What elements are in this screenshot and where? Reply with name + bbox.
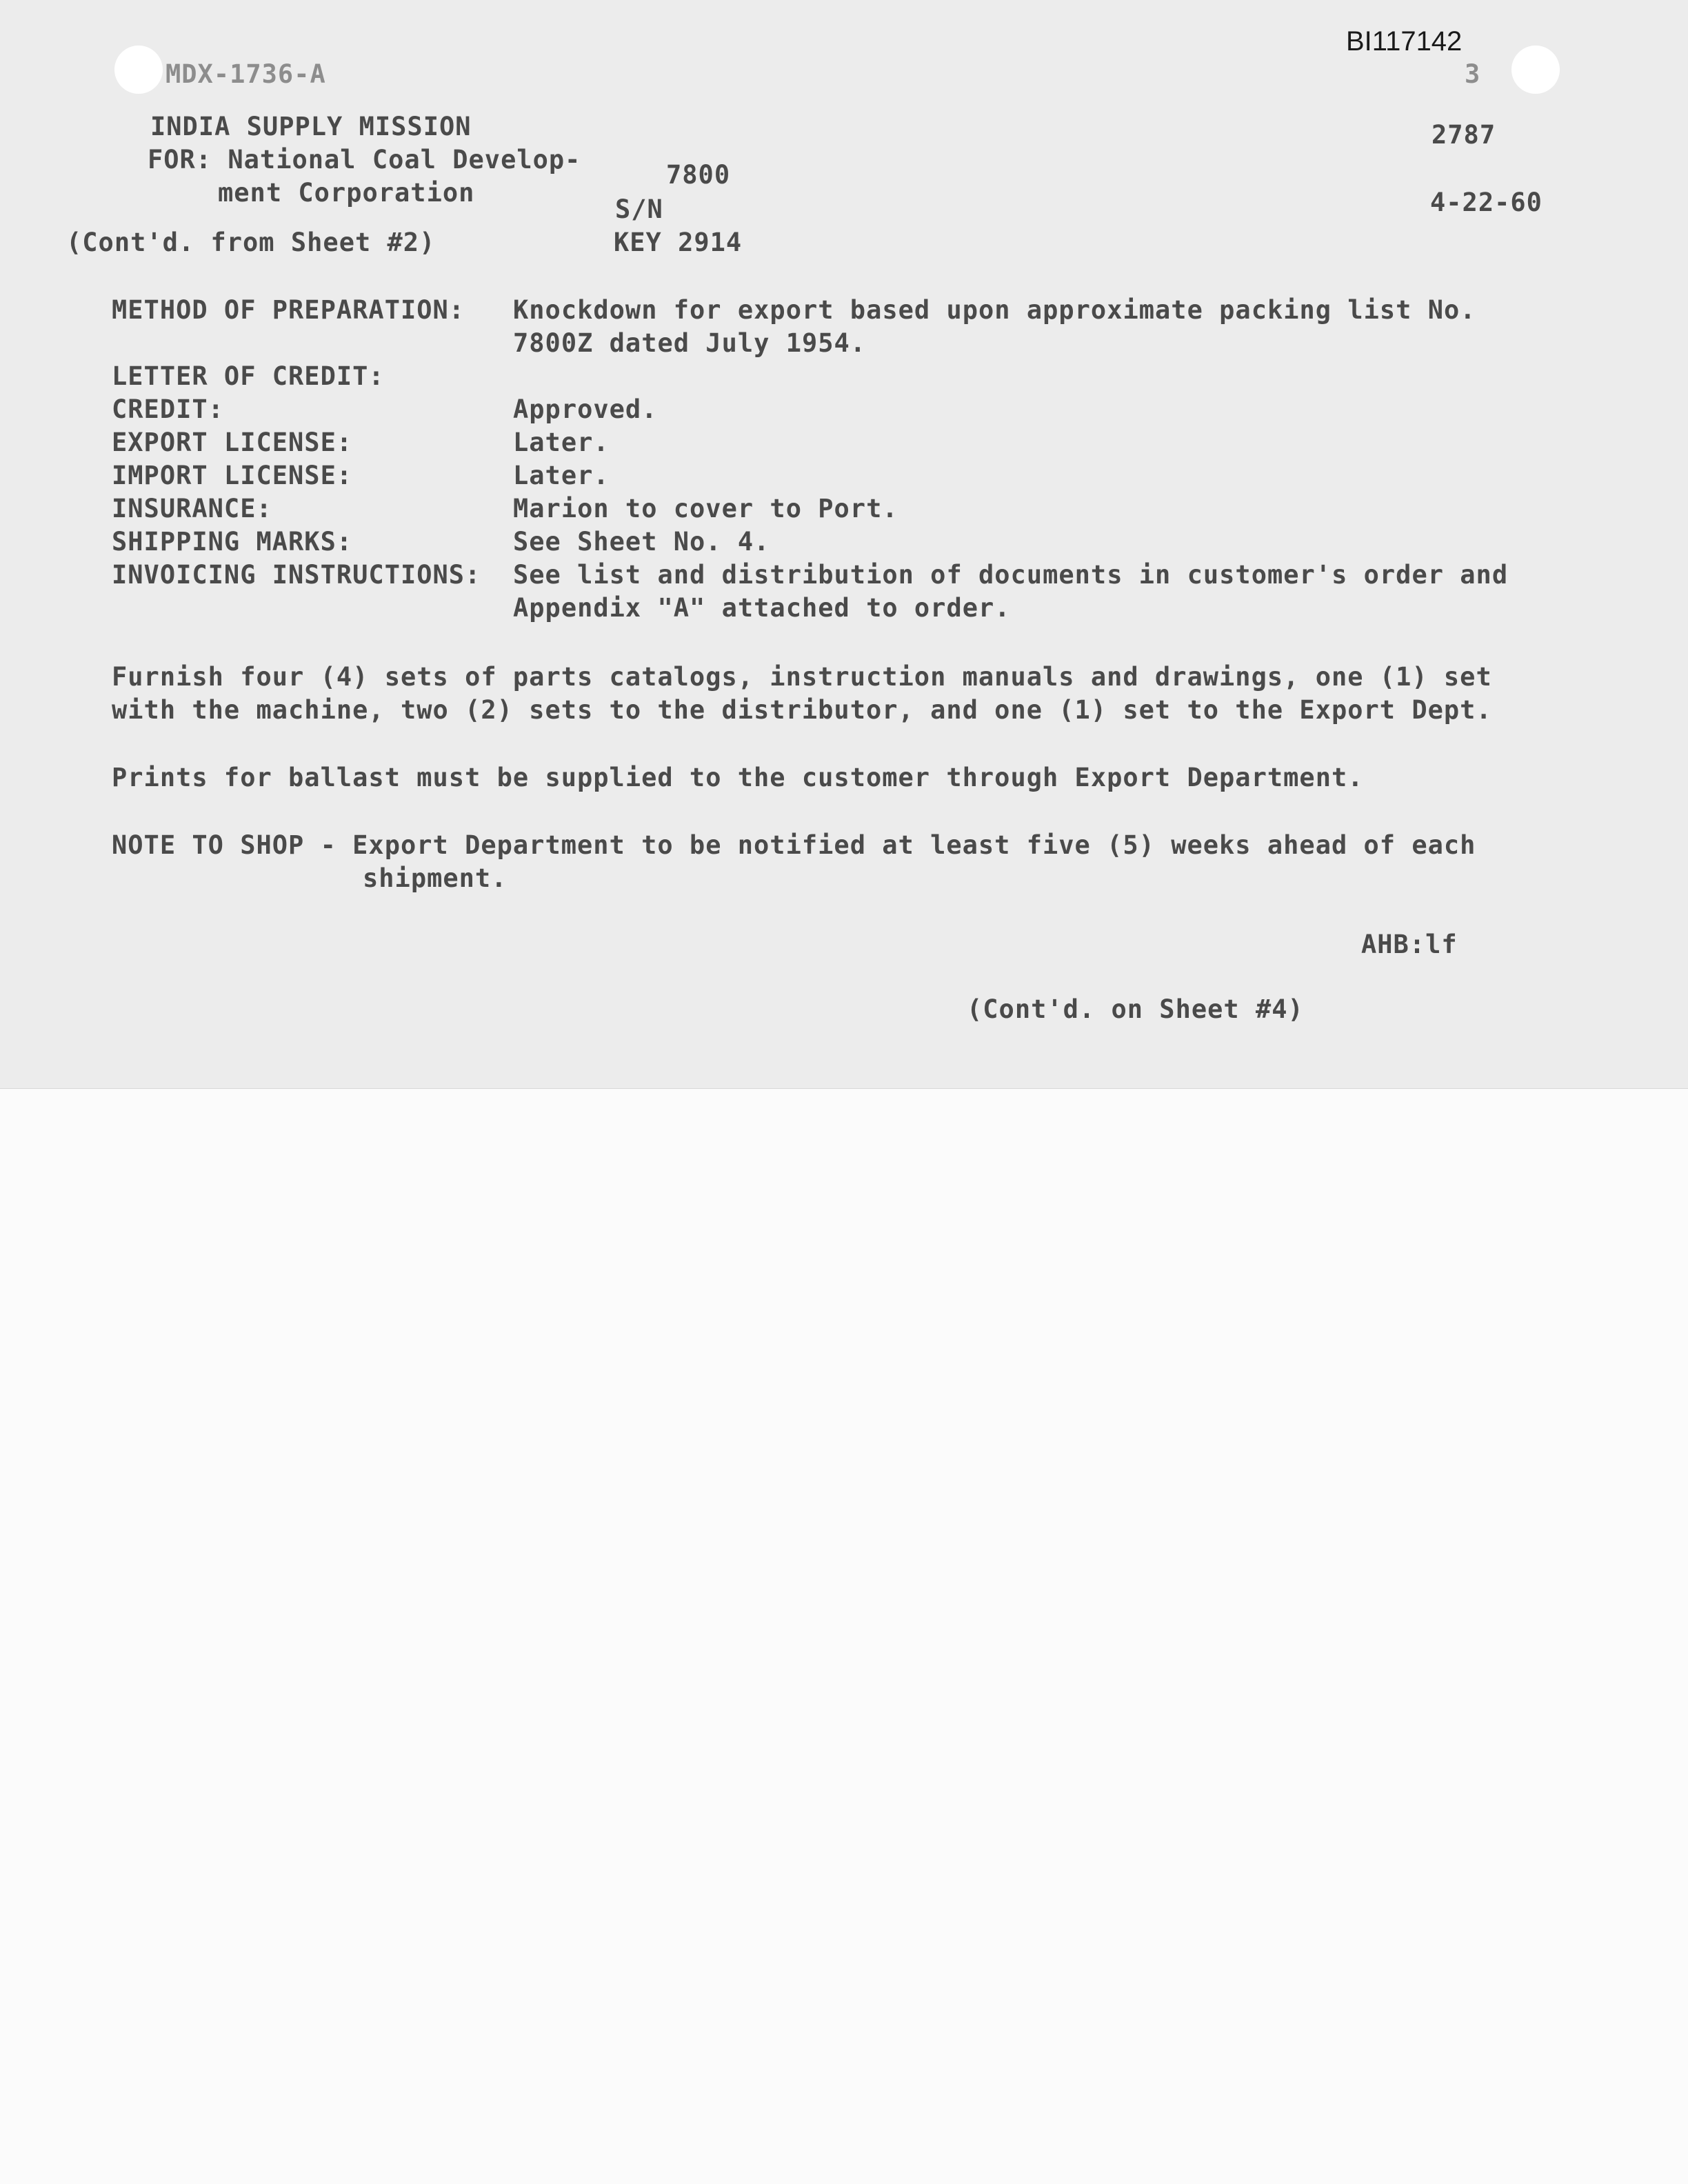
field-label-credit: CREDIT: (112, 394, 224, 424)
order-number: 2787 (1431, 120, 1496, 150)
field-label-shipping-marks: SHIPPING MARKS: (112, 527, 353, 557)
field-value-method-1: Knockdown for export based upon approximate packing list No. (513, 295, 1476, 325)
field-value-shipping-marks: See Sheet No. 4. (513, 527, 770, 557)
prints-paragraph: Prints for ballast must be supplied to the customer through Export Department. (112, 763, 1364, 792)
document-id-stamp: BI117142 (1346, 26, 1463, 57)
serial-number-label: S/N (615, 194, 663, 224)
model-number: 7800 (666, 160, 731, 190)
field-label-import-license: IMPORT LICENSE: (112, 461, 353, 490)
typist-initials: AHB:lf (1361, 930, 1458, 959)
date: 4-22-60 (1430, 188, 1543, 217)
field-value-method-2: 7800Z dated July 1954. (513, 328, 867, 358)
note-to-shop-line-2: shipment. (363, 863, 508, 893)
customer-line-3: ment Corporation (218, 178, 475, 208)
continued-from: (Cont'd. from Sheet #2) (66, 228, 436, 257)
field-label-letter-of-credit: LETTER OF CREDIT: (112, 361, 385, 391)
customer-line-2: FOR: National Coal Develop- (148, 145, 581, 174)
sheet-number: 3 (1465, 59, 1481, 89)
field-value-import-license: Later. (513, 461, 610, 490)
field-value-insurance: Marion to cover to Port. (513, 494, 898, 523)
field-label-export-license: EXPORT LICENSE: (112, 428, 353, 457)
field-value-invoicing-2: Appendix "A" attached to order. (513, 593, 1011, 623)
field-label-insurance: INSURANCE: (112, 494, 272, 523)
key-number: KEY 2914 (614, 228, 743, 257)
continued-on: (Cont'd. on Sheet #4) (967, 994, 1304, 1024)
field-value-credit: Approved. (513, 394, 658, 424)
punch-hole-right (1511, 46, 1560, 94)
furnish-paragraph-line-2: with the machine, two (2) sets to the distributor, and one (1) set to the Export Dept. (112, 695, 1492, 725)
reference-number: MDX-1736-A (165, 59, 326, 89)
field-label-method: METHOD OF PREPARATION: (112, 295, 465, 325)
furnish-paragraph-line-1: Furnish four (4) sets of parts catalogs, instruction manuals and drawings, one (1) set (112, 662, 1492, 692)
punch-hole-left (114, 46, 163, 94)
field-label-invoicing: INVOICING INSTRUCTIONS: (112, 560, 481, 590)
note-to-shop-line-1: NOTE TO SHOP - Export Department to be notified at least five (5) weeks ahead of each (112, 830, 1476, 860)
field-value-export-license: Later. (513, 428, 610, 457)
customer-line-1: INDIA SUPPLY MISSION (150, 112, 472, 141)
field-value-invoicing-1: See list and distribution of documents in customer's order and (513, 560, 1509, 590)
document-card (0, 0, 1688, 1089)
